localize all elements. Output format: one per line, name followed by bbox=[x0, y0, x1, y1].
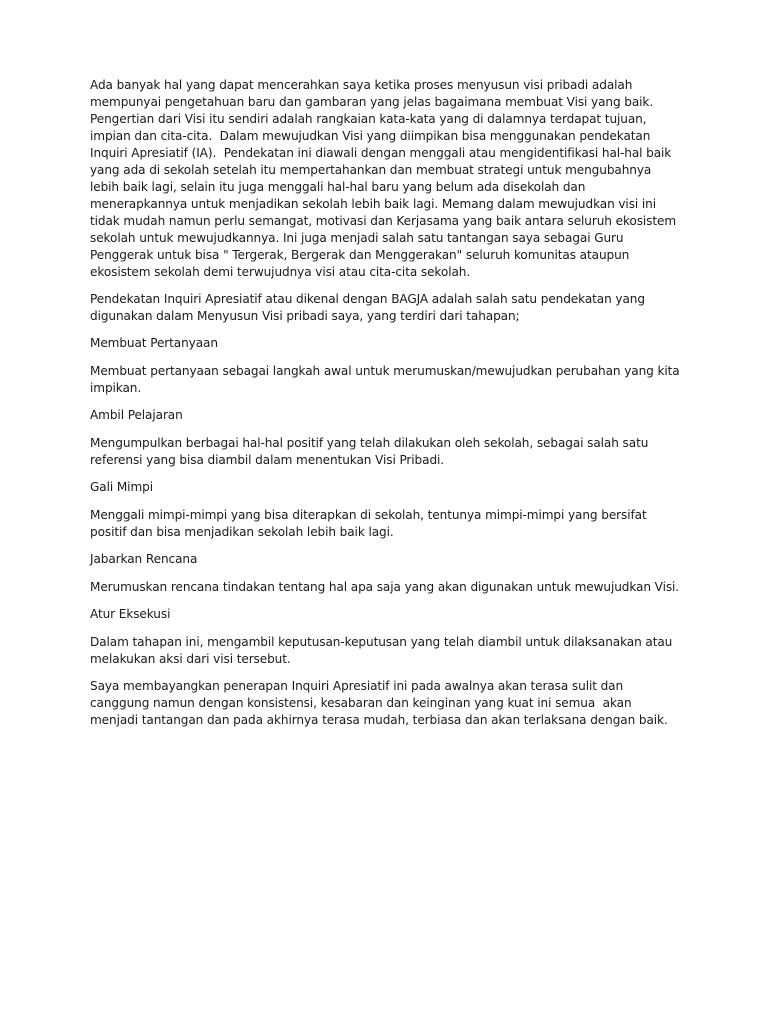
step-text-atur-eksekusi: Dalam tahapan ini, mengambil keputusan-keputusan yang telah diambil untuk dilaksanakan atau melakukan aksi dari visi tersebut. bbox=[90, 635, 676, 666]
step-heading-jabarkan-rencana: Jabarkan Rencana bbox=[90, 552, 198, 566]
step-text-membuat-pertanyaan: Membuat pertanyaan sebagai langkah awal untuk merumuskan/mewujudkan perubahan yang kita impikan. bbox=[90, 364, 684, 395]
document-body bbox=[90, 77, 684, 739]
step-text-jabarkan-rencana: Merumuskan rencana tindakan tentang hal apa saja yang akan digunakan untuk mewujudkan Visi. bbox=[90, 580, 680, 594]
step-text-gali-mimpi: Menggali mimpi-mimpi yang bisa diterapkan di sekolah, tentunya mimpi-mimpi yang bersifat positif dan bisa menjadikan sekolah lebih baik lagi. bbox=[90, 508, 651, 539]
intro-paragraph: Ada banyak hal yang dapat mencerahkan saya ketika proses menyusun visi pribadi adalah mempunyai pengetahuan baru dan gambaran yang jelas bagaimana membuat Visi yang baik. Pengertian dari Visi itu sendiri adalah rangkaian kata-kata yang di dalamnya terdapat tujuan, impian dan cita-cita. Dalam mewujudkan Visi yang diimpikan bisa menggunakan pendekatan Inquiri Apresiatif (IA). Pendekatan ini diawali dengan menggali atau mengidentifikasi hal-hal baik yang ada di sekolah setelah itu mempertahankan dan membuat strategi untuk mengubahnya lebih baik lagi, selain itu juga menggali hal-hal baru yang belum ada disekolah dan menerapkannya untuk menjadikan sekolah lebih baik lagi. Memang dalam mewujudkan visi ini tidak mudah namun perlu semangat, motivasi dan Kerjasama yang baik antara seluruh ekosistem sekolah untuk mewujudkannya. Ini juga menjadi salah satu tantangan saya sebagai Guru Penggerak untuk bisa " Tergerak, Bergerak dan Menggerakan" seluruh komunitas ataupun ekosistem sekolah demi terwujudnya visi atau cita-cita sekolah. bbox=[90, 78, 680, 279]
bagja-paragraph: Pendekatan Inquiri Apresiatif atau dikenal dengan BAGJA adalah salah satu pendekatan yang digunakan dalam Menyusun Visi pribadi saya, yang terdiri dari tahapan; bbox=[90, 292, 649, 323]
step-heading-membuat-pertanyaan: Membuat Pertanyaan bbox=[90, 336, 218, 350]
step-heading-gali-mimpi: Gali Mimpi bbox=[90, 480, 153, 494]
step-heading-atur-eksekusi: Atur Eksekusi bbox=[90, 607, 171, 621]
step-heading-ambil-pelajaran: Ambil Pelajaran bbox=[90, 408, 183, 422]
step-text-ambil-pelajaran: Mengumpulkan berbagai hal-hal positif yang telah dilakukan oleh sekolah, sebagai salah satu referensi yang bisa diambil dalam menentukan Visi Pribadi. bbox=[90, 436, 653, 467]
closing-paragraph: Saya membayangkan penerapan Inquiri Apresiatif ini pada awalnya akan terasa sulit dan canggung namun dengan konsistensi, kesabaran dan keinginan yang kuat ini semua akan menjadi tantangan dan pada akhirnya terasa mudah, terbiasa dan akan terlaksana dengan baik. bbox=[90, 679, 668, 727]
